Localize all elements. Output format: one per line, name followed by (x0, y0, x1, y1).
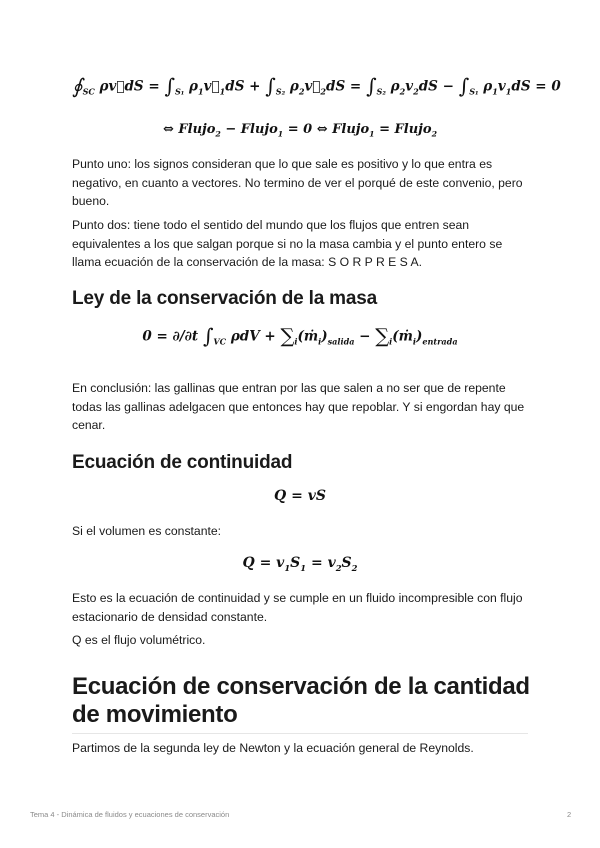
mass-conservation-equation: 0 = ∂/∂t $\int_{VC}$ $\rho dV + \sum_i(ṁ_i)_{salida}$ − $\sum_i(ṁ_i)_{entrada}$ (142, 324, 458, 348)
continuity-constant-equation: $Q = v_1S_1 = v_2S_2$ (242, 555, 358, 573)
paragraph-punto-dos: Punto dos: tiene todo el sentido del mundo que los flujos que entren sean equivalentes a los que salgan porque si no la masa cambia y el punto entero se llama ecuación de la conservación de la masa: S O R P R E S A. (72, 218, 503, 269)
heading-ley-masa: Ley de la conservación de la masa (72, 288, 377, 309)
paragraph-volumen-constante: Si el volumen es constante: (72, 524, 222, 538)
paragraph-conclusion: En conclusión: las gallinas que entran por las que salen a no ser que de repente todas las gallinas adelgacen que entonces hay que repoblar. Y si engordan hay que cenar. (72, 381, 525, 432)
footer-title: Tema 4 - Dinámica de fluidos y ecuaciones de conservación (30, 810, 230, 819)
flux-integral-equation: $∮_{SC}$ ρv⃗dS = $\int_{S_1}$ $\rho_1v⃗_1dS + \int_{S_2}$ $\rho_2v⃗_2dS = \int_{S_2}$ $\rho_2v_2dS - \int_{S_1}$ $\rho_1v_1dS = 0$ (72, 74, 561, 98)
flux-equivalence-equation: ⇔ Flujo$_2$ − Flujo$_1$ = 0 ⇔ Flujo$_1$ = Flujo$_2$ (162, 122, 437, 139)
footer-page-number: 2 (567, 810, 572, 819)
paragraph-punto-uno: Punto uno: los signos consideran que lo que sale es positivo y lo que entra es negativo, en cuanto a vectores. No termino de ver el porqué de este convenio, pero bueno. (72, 157, 523, 208)
paragraph-flujo-volumetrico: Q es el flujo volumétrico. (72, 633, 206, 647)
heading-divider (72, 733, 528, 734)
paragraph-continuidad-explicacion: Esto es la ecuación de continuidad y se cumple en un fluido incompresible con flujo estacionario de densidad constante. (72, 591, 523, 624)
heading-continuidad: Ecuación de continuidad (72, 452, 293, 473)
heading-cantidad-movimiento: Ecuación de conservación de la cantidad de movimiento (72, 673, 530, 728)
paragraph-newton-reynolds: Partimos de la segunda ley de Newton y la ecuación general de Reynolds. (72, 741, 474, 755)
continuity-equation: Q = vS (274, 488, 326, 504)
